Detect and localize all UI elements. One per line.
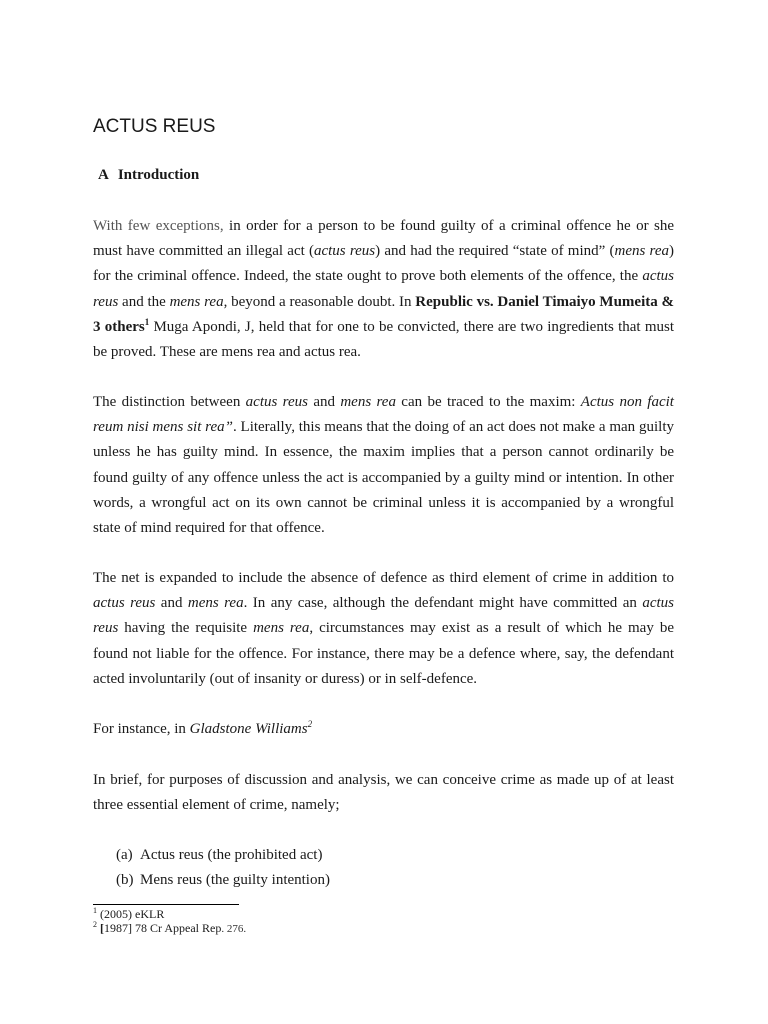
footnote-number: 1: [93, 906, 97, 915]
footnote-text: 1987] 78 Cr Appeal Rep: [104, 921, 222, 935]
text-run: in order for a person to be found guilty of a criminal offence he or she must have committed an illegal act (: [93, 218, 674, 260]
footnote-bracket: [: [97, 921, 104, 935]
italic-term: actus reus: [313, 243, 376, 260]
text-run: and the: [118, 293, 170, 310]
footnote-ref-1[interactable]: 1: [144, 316, 150, 327]
italic-term: actus reus: [245, 394, 308, 410]
list-item-text: Mens reus (the guilty intention): [140, 872, 330, 889]
text-run: , circumstances may exist as a result of which he may be found not liable for the offence. For instance, there may be a defence where, say, the defendant acted involuntarily (out of insanity or duress) or in self-defence.: [93, 620, 674, 687]
text-run: , beyond a reasonable doubt. In: [223, 293, 416, 310]
text-run: The net is expanded to include the absence of defence as third element of crime in addition to: [93, 570, 674, 586]
paragraph-summary: In brief, for purposes of discussion and analysis, we can conceive crime as made up of at least three essential element of crime, namely;: [93, 772, 674, 814]
list-item-label: (a): [116, 847, 133, 863]
footnote-1: [93, 907, 246, 921]
list-item-label: (b): [116, 872, 134, 889]
footnote-ref-2[interactable]: 2: [307, 719, 313, 729]
latin-maxim: Actus non facit reum nisi mens sit rea”: [93, 394, 674, 436]
paragraph-intro: [93, 214, 674, 365]
text-run: can be traced to the maxim:: [395, 394, 581, 410]
text-run: The distinction between: [93, 394, 246, 410]
italic-term: actus reus: [93, 595, 674, 637]
section-letter: A: [98, 167, 109, 183]
italic-term: mens rea: [340, 394, 396, 410]
italic-term: mens rea: [614, 243, 669, 260]
footnote-divider: [93, 904, 239, 905]
paragraph-distinction: [93, 390, 674, 541]
paragraph-defence: [93, 566, 674, 692]
italic-term: actus reus: [93, 268, 674, 310]
footnote-text: (2005) eKLR: [97, 907, 165, 921]
section-title: Introduction: [117, 167, 200, 183]
text-run: . In any case, although the defendant might have committed an: [243, 595, 643, 612]
text-run: ) for the criminal offence. Indeed, the state ought to prove both elements of the offence, the: [93, 243, 674, 285]
text-run: and: [307, 394, 341, 410]
italic-term: mens rea: [187, 595, 244, 612]
text-run: having the requisite: [118, 620, 254, 637]
text-run: and: [155, 595, 188, 612]
italic-term: mens rea: [169, 293, 224, 310]
case-name: Republic vs. Daniel Timaiyo Mumeita & 3 others: [93, 293, 674, 335]
intro-lead: With few exceptions,: [93, 218, 224, 234]
list-item-text: Actus reus (the prohibited act): [140, 847, 323, 863]
section-heading: [98, 167, 199, 184]
text-run: Muga Apondi, J, held that for one to be convicted, there are two ingredients that must be proved. These are mens rea and actus rea.: [93, 318, 674, 361]
italic-term: mens rea: [253, 620, 310, 637]
footnotes: [93, 907, 246, 936]
document-title: ACTUS REUS: [93, 116, 216, 137]
footnote-tail: . 276.: [221, 923, 247, 935]
list-item: [116, 868, 330, 893]
text-run: . Literally, this means that the doing of an act does not make a man guilty unless he has guilty mind. In essence, the maxim implies that a person cannot ordinarily be found guilty of any offence unless the act is accompanied by a guilty mind or intention. In other words, a wrongful act on its own cannot be criminal unless it is accompanied by a wrongful state of mind required for that offence.: [93, 419, 674, 537]
text-run: ) and had the required “state of mind” (: [375, 243, 615, 260]
list-item: [116, 843, 330, 868]
footnote-number: 2: [93, 920, 97, 929]
case-name: Gladstone Williams: [189, 721, 308, 737]
text-run: For instance, in: [93, 721, 190, 737]
footnote-2: [93, 921, 246, 936]
paragraph-example: [93, 717, 674, 742]
elements-list: [116, 843, 330, 893]
italic-term: actus reus: [93, 595, 156, 612]
